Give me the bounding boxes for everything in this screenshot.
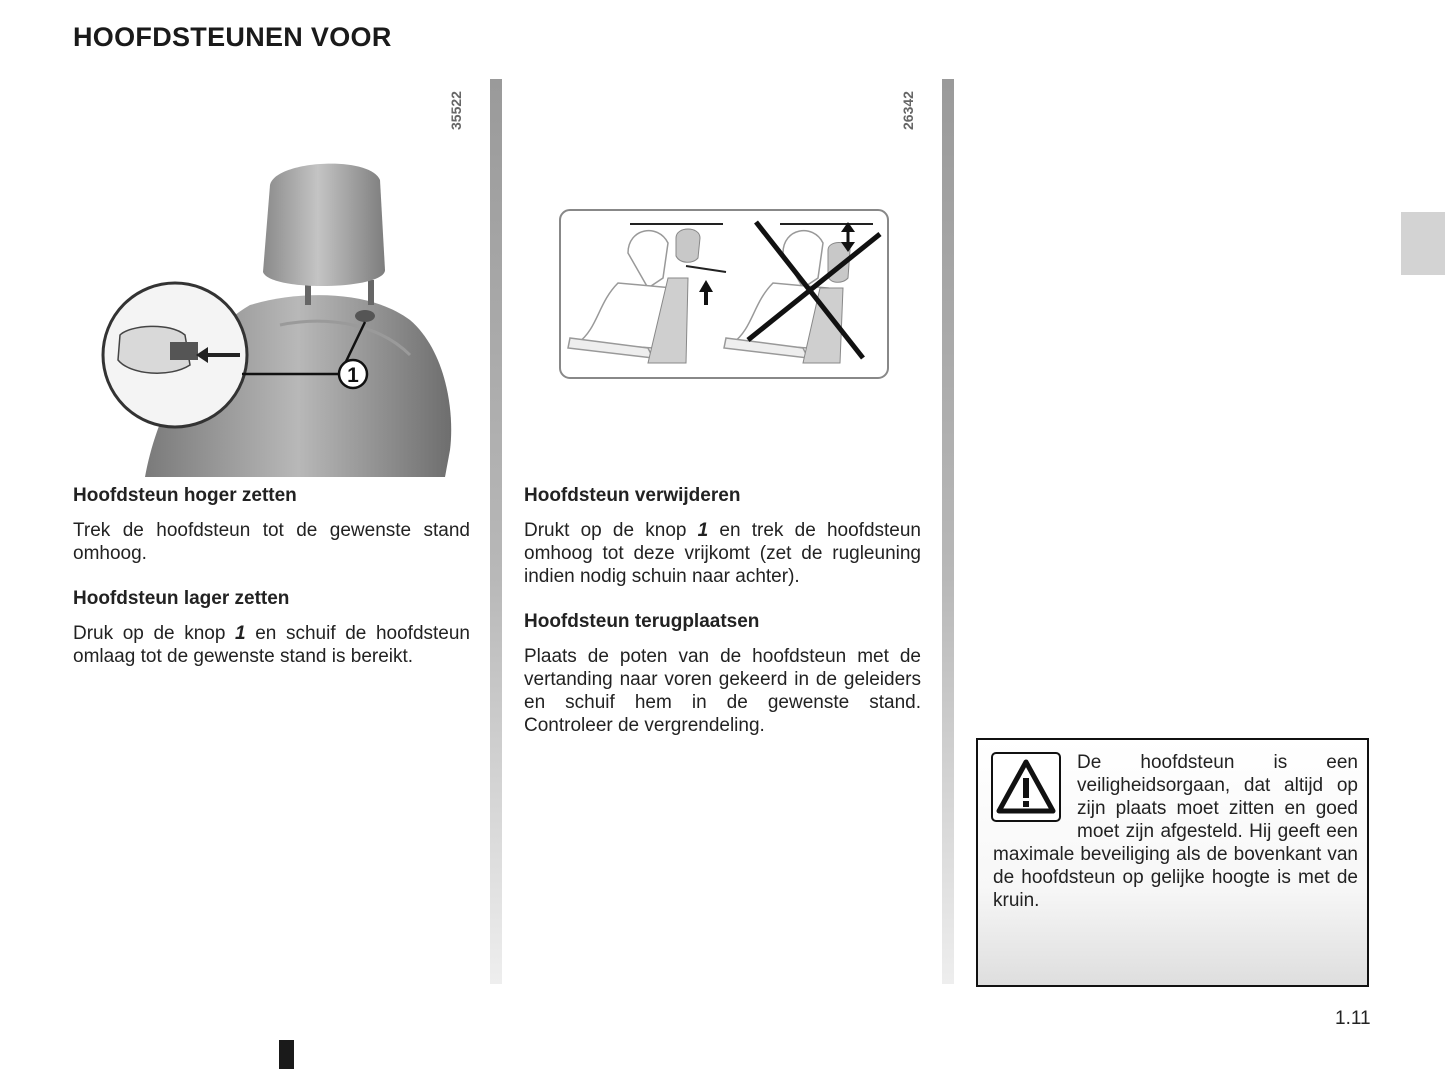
headrest-height-illustration <box>558 208 890 382</box>
paragraph: Druk op de knop 1 en schuif de hoofdsteun omlaag tot de gewenste stand is bereikt. <box>73 623 471 667</box>
paragraph: Plaats de poten van de hoofdsteun met de vertanding naar voren gekeerd in de geleiders en schuif hem in de gewenste stand. Controleer de vergrendeling. <box>524 646 921 736</box>
figure-code-left: 35522 <box>448 91 464 130</box>
paragraph: Trek de hoofdsteun tot de gewenste stand omhoog. <box>73 520 470 564</box>
warning-text-container <box>993 751 1358 912</box>
page-marker <box>279 1040 294 1069</box>
callout-number: 1 <box>347 364 359 387</box>
button-reference: 1 <box>235 623 246 644</box>
page-number: 1.11 <box>1335 1008 1371 1029</box>
section-heading: Hoofdsteun verwijderen <box>524 485 741 506</box>
page-title: HOOFDSTEUNEN VOOR <box>73 22 392 52</box>
column-separator-right <box>942 79 954 984</box>
paragraph: Drukt op de knop 1 en trek de hoofdsteun omhoog tot deze vrijkomt (zet de rugleuning indien nodig schuin naar achter). <box>524 520 921 587</box>
headrest-seat-illustration <box>100 150 460 480</box>
section-heading: Hoofdsteun hoger zetten <box>73 485 297 506</box>
column-separator-left <box>490 79 502 984</box>
button-reference: 1 <box>697 520 709 541</box>
warning-text: De hoofdsteun is een veiligheidsorgaan, dat altijd op zijn plaats moet zitten en goed moet zijn afgesteld. Hij geeft een maximale beveiliging als de bovenkant van de hoofdsteun op gelijke hoogte is met de kruin. <box>993 752 1358 911</box>
left-column <box>73 484 470 668</box>
section-tab <box>1401 212 1445 275</box>
warning-box <box>976 738 1369 987</box>
section-heading: Hoofdsteun terugplaatsen <box>524 611 760 632</box>
section-heading: Hoofdsteun lager zetten <box>73 588 290 609</box>
figure-code-middle: 26342 <box>900 91 916 130</box>
middle-column <box>524 484 921 737</box>
